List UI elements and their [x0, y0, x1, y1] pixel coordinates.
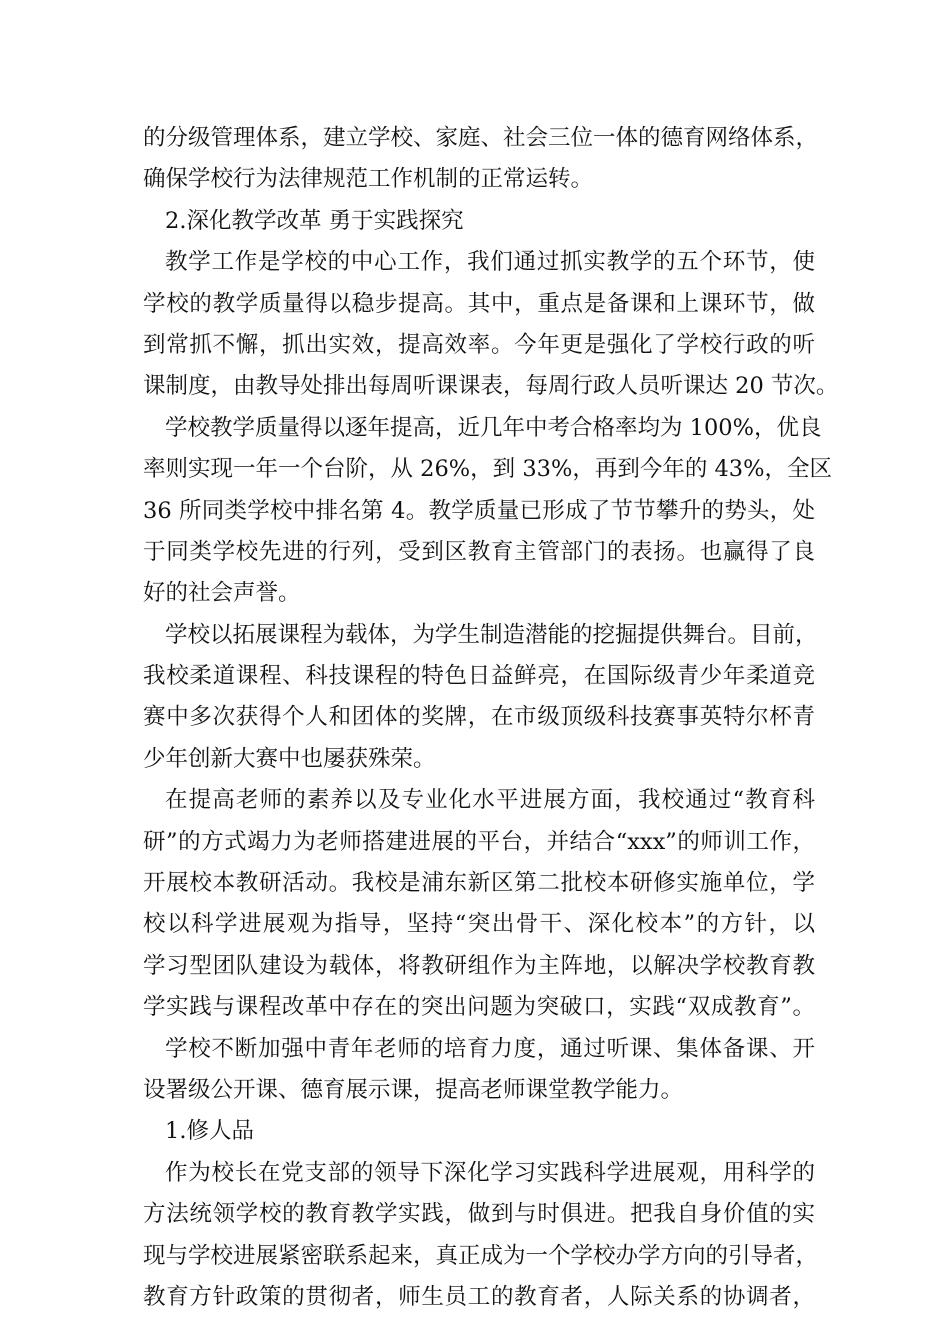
text-line-13: 学校以拓展课程为载体，为学生制造潜能的挖掘提供舞台。目前， — [165, 621, 818, 648]
document-body — [143, 118, 839, 1318]
text-line-4: 教学工作是学校的中心工作，我们通过抓实教学的五个环节，使 — [165, 249, 815, 276]
text-line-16: 少年创新大赛中也屡获殊荣。 — [143, 745, 436, 772]
section-heading-deepen-teaching-reform: 2.深化教学改革 勇于实践探究 — [165, 207, 464, 234]
text-line-21: 学习型团队建设为载体，将教研组作为主阵地，以解决学校教育教 — [143, 952, 815, 979]
text-line-5: 学校的教学质量得以稳步提高。其中，重点是备课和上课环节，做 — [143, 290, 815, 317]
text-line-26: 作为校长在党支部的领导下深化学习实践科学进展观，用科学的 — [165, 1159, 815, 1186]
section-heading-cultivate-character: 1.修人品 — [165, 1118, 254, 1145]
text-line-28: 现与学校进展紧密联系起来，真正成为一个学校办学方向的引导者， — [143, 1242, 819, 1269]
text-line-9: 率则实现一年一个台阶，从 26%，到 33%，再到今年的 43%，全区 — [143, 456, 832, 483]
text-line-17: 在提高老师的素养以及专业化水平进展方面，我校通过“教育科 — [165, 787, 815, 814]
text-line-23: 学校不断加强中青年老师的培育力度，通过听课、集体备课、开 — [165, 1035, 815, 1062]
text-line-2: 确保学校行为法律规范工作机制的正常运转。 — [143, 166, 594, 193]
text-line-14: 我校柔道课程、科技课程的特色日益鲜亮，在国际级青少年柔道竞 — [143, 663, 815, 690]
text-line-18: 研”的方式竭力为老师搭建进展的平台，并结合“xxx”的师训工作， — [143, 828, 815, 855]
text-line-29: 教育方针政策的贯彻者，师生员工的教育者，人际关系的协调者， — [143, 1283, 815, 1310]
text-line-22: 学实践与课程改革中存在的突出问题为突破口，实践“双成教育”。 — [143, 994, 815, 1021]
text-line-27: 方法统领学校的教育教学实践，做到与时俱进。把我自身价值的实 — [143, 1201, 815, 1228]
text-line-8: 学校教学质量得以逐年提高，近几年中考合格率均为 100%，优良 — [165, 414, 822, 441]
text-line-12: 好的社会声誉。 — [143, 580, 301, 607]
text-line-19: 开展校本教研活动。我校是浦东新区第二批校本研修实施单位，学 — [143, 870, 815, 897]
text-line-24: 设署级公开课、德育展示课，提高老师课堂教学能力。 — [143, 1076, 684, 1103]
text-line-6: 到常抓不懈，抓出实效，提高效率。今年更是强化了学校行政的听 — [143, 331, 815, 358]
text-line-1: 的分级管理体系，建立学校、家庭、社会三位一体的德育网络体系， — [143, 125, 819, 151]
text-line-7: 课制度，由教导处排出每周听课课表，每周行政人员听课达 20 节次。 — [143, 373, 839, 400]
text-line-15: 赛中多次获得个人和团体的奖牌，在市级顶级科技赛事英特尔杯青 — [143, 704, 815, 731]
text-line-20: 校以科学进展观为指导，坚持“突出骨干、深化校本”的方针，以 — [143, 911, 815, 938]
text-line-10: 36 所同类学校中排名第 4。教学质量已形成了节节攀升的势头，处 — [143, 497, 815, 524]
text-line-11: 于同类学校先进的行列，受到区教育主管部门的表扬。也赢得了良 — [143, 538, 815, 565]
